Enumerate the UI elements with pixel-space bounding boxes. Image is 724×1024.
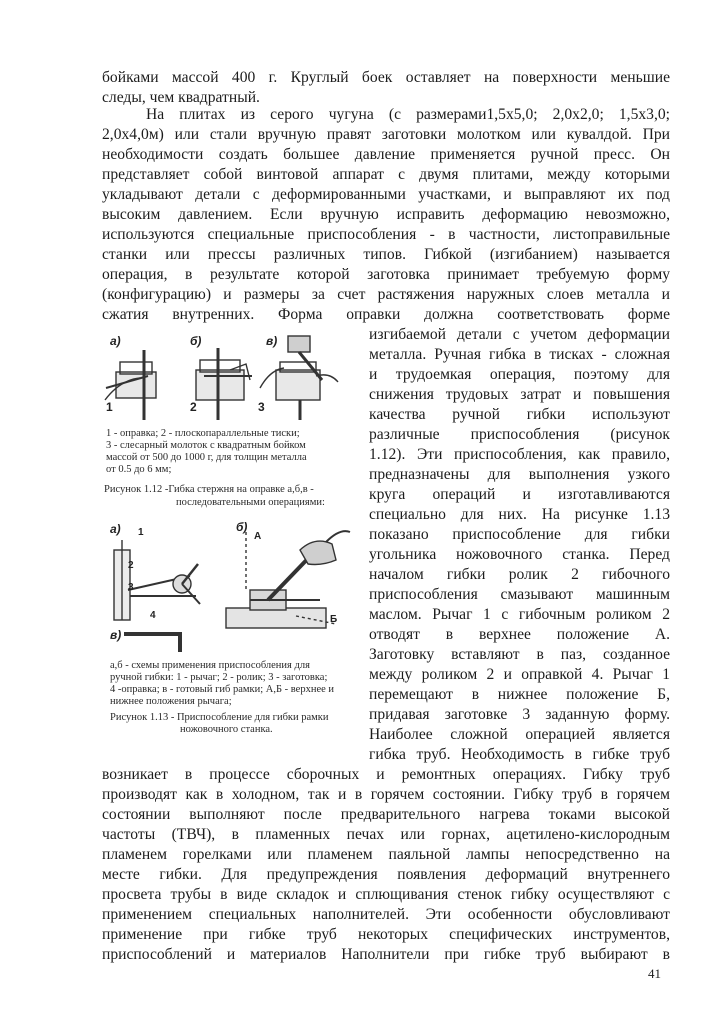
position-letter-a: А: [254, 531, 262, 542]
figure-label-v: в): [266, 334, 278, 348]
text-line: представляет собой винтовой аппарат с двумя плитами, между которыми: [102, 166, 670, 183]
text-line: применением специальных наполнителей. Эти особенности обусловливают: [102, 906, 670, 923]
text-line: приспособления смазывают машинным: [369, 586, 670, 603]
figure-legend-line: нижнее положения рычага;: [110, 696, 232, 707]
text-line: операция, в результате которой заготовка принимает требуемую форму: [102, 266, 670, 283]
text-line: круга операций и изготавливаются: [369, 486, 670, 503]
finished-frame-illustration: [120, 630, 210, 656]
figure-caption: Рисунок 1.13 - Приспособление для гибки рамки: [110, 712, 329, 723]
figure-legend-line: 3 - слесарный молоток с квадратным бойком: [106, 440, 306, 451]
text-line: сжатия внутренних. Форма оправки должна соответствовать форме: [102, 306, 670, 323]
text-line: пламенем горелками или пламенем паяльной лампы непосредственно на: [102, 846, 670, 863]
figure-label-b: б): [236, 520, 248, 534]
text-line: приспособлений и материалов Наполнители при гибке труб выбирают в: [102, 946, 670, 963]
text-line: началом гибки ролик 2 гибочного: [369, 566, 670, 583]
text-line: Заготовку вставляют в паз, созданное: [369, 646, 670, 663]
figure-legend-line: массой от 500 до 1000 г, для толщин металла: [106, 452, 307, 463]
part-number-3: 3: [128, 582, 134, 593]
text-line: качества ручной гибки используют: [369, 406, 670, 423]
text-line: станки или прессы различных типов. Гибкой (изгибанием) называется: [102, 246, 670, 263]
figure-label-v: в): [110, 628, 122, 642]
text-line: бойками массой 400 г. Круглый боек оставляет на поверхности меньшие: [102, 69, 670, 86]
text-line: (конфигурацию) и размеры за счет растяжения наружных слоев металла и: [102, 286, 670, 303]
figure-caption: Рисунок 1.12 -Гибка стержня на оправке а,б,в -: [104, 484, 314, 495]
part-number-2: 2: [190, 400, 197, 414]
text-line: месте гибки. Для предупреждения появления деформаций внутреннего: [102, 866, 670, 883]
figure-legend-line: от 0.5 до 6 мм;: [106, 464, 172, 475]
text-line: предназначены для выполнения узкого: [369, 466, 670, 483]
part-number-3: 3: [258, 400, 265, 414]
part-number-2: 2: [128, 560, 134, 571]
figure-caption: ножовочного станка.: [180, 724, 273, 735]
text-line: высоким давлением. Если вручную исправить деформацию невозможно,: [102, 206, 670, 223]
text-line: производят как в холодном, так и в горячем состоянии. Гибку труб в горячем: [102, 786, 670, 803]
figure-legend-line: а,б - схемы применения приспособления для: [110, 660, 310, 671]
text-line: и трудоемкая операция, поэтому для: [369, 366, 670, 383]
position-letter-b: Б: [330, 614, 338, 625]
text-line: маслом. Рычаг 1 с гибочным роликом 2: [369, 606, 670, 623]
text-line: угольника ножовочного станка. Перед: [369, 546, 670, 563]
text-line: гибка труб. Необходимость в гибке труб: [369, 746, 670, 763]
text-line: Наиболее сложной операцией является: [369, 726, 670, 743]
figure-label-a: а): [110, 522, 121, 536]
text-line: необходимости создать большее давление применяется ручной пресс. Он: [102, 146, 670, 163]
text-line: между роликом 2 и оправкой 4. Рычаг 1: [369, 666, 670, 683]
text-line: придавая заготовке 3 заданную форму.: [369, 706, 670, 723]
text-line: перемещают в нижнее положение Б,: [369, 686, 670, 703]
figure-legend-line: 4 -оправка; в - готовый гиб рамки; А,Б - верхнее и: [110, 684, 335, 695]
text-line: частоты (ТВЧ), в пламенных печах или горнах, ацетилено-кислородным: [102, 826, 670, 843]
text-line: укладывают детали с деформированными участками, и выправляют их под: [102, 186, 670, 203]
text-line: различные приспособления (рисунок: [369, 426, 670, 443]
text-line: изгибаемой детали с учетом деформации: [369, 326, 670, 343]
part-number-4: 4: [150, 610, 156, 621]
bending-rod-illustration: [100, 340, 350, 430]
text-line: металла. Ручная гибка в тисках - сложная: [369, 346, 670, 363]
text-line: показано приспособление для гибки: [369, 526, 670, 543]
figure-caption: последовательными операциями:: [176, 497, 325, 508]
page-number: 41: [648, 966, 661, 981]
text-line: применение при гибке труб некоторых специфических инструментов,: [102, 926, 670, 943]
text-line: состоянии выполняют после предварительного нагрева токами высокой: [102, 806, 670, 823]
text-line: специально для них. На рисунке 1.13: [369, 506, 670, 523]
text-line: возникает в процессе сборочных и ремонтных операциях. Гибку труб: [102, 766, 670, 783]
text-line: 2,0х4,0м) или стали вручную правят заготовки молотком или кувалдой. При: [102, 126, 670, 143]
figure-legend-line: ручной гибки: 1 - рычаг; 2 - ролик; 3 - заготовка;: [110, 672, 328, 683]
text-line: отводят в верхнее положение А.: [369, 626, 670, 643]
figure-label-b: б): [190, 334, 202, 348]
figure-label-a: а): [110, 334, 121, 348]
text-line: 1.12). Эти приспособления, как правило,: [369, 446, 670, 463]
text-line: следы, чем квадратный.: [102, 89, 260, 106]
text-line: На плитах из серого чугуна (с размерами1,5х5,0; 2,0х2,0; 1,5х3,0;: [146, 106, 670, 123]
text-line: просвета трубы в виде складок и сплющивания стенок гибку осуществляют с: [102, 886, 670, 903]
part-number-1: 1: [106, 400, 113, 414]
figure-legend-line: 1 - оправка; 2 - плоскопараллельные тиски;: [106, 428, 300, 439]
text-line: используются специальные приспособления - в частности, листоправильные: [102, 226, 670, 243]
text-line: снижения трудовых затрат и повышения: [369, 386, 670, 403]
part-number-1: 1: [138, 527, 144, 538]
